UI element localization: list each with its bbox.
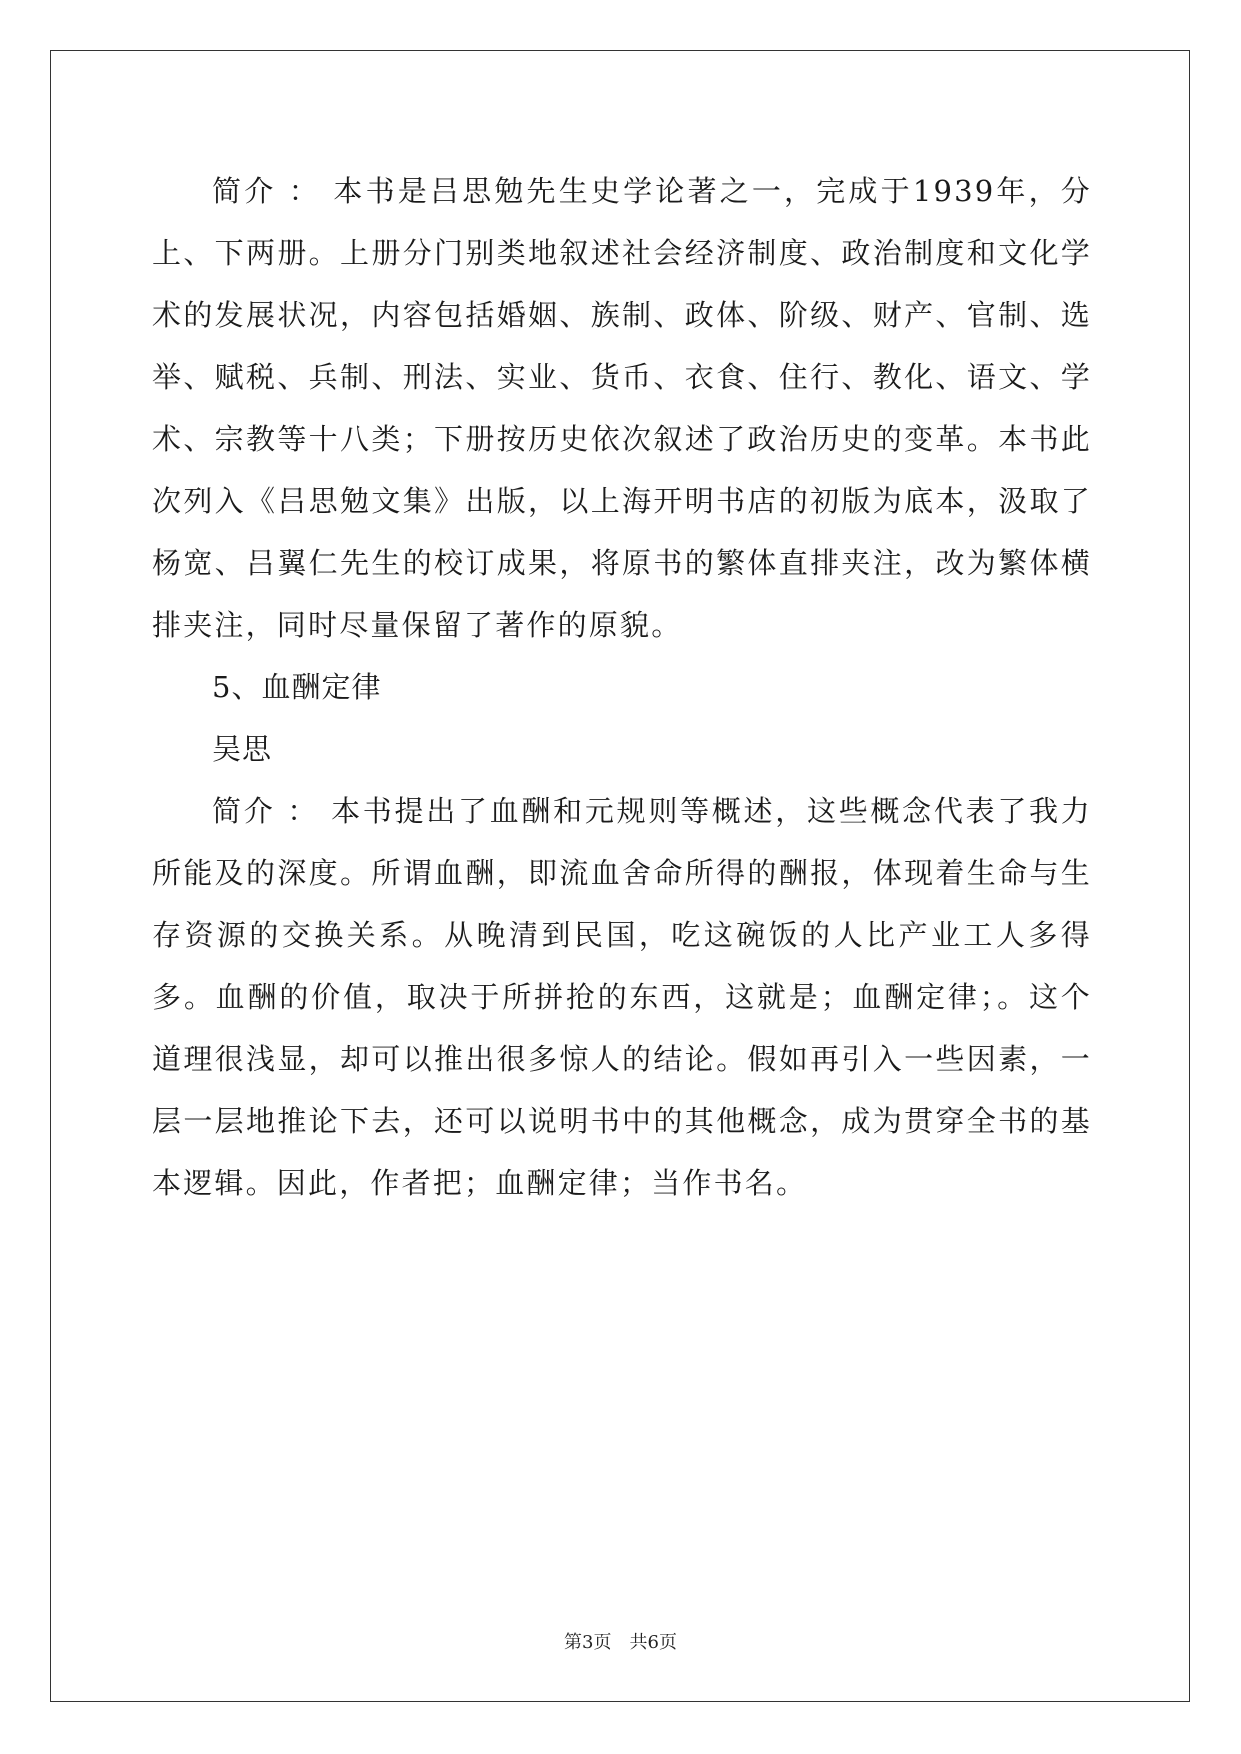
author-line: 吴思 [212,732,273,766]
document-body [152,160,1092,1214]
page-number-footer: 第3页 共6页 [564,1632,677,1653]
intro-paragraph-1: 简介 ： 本书是吕思勉先生史学论著之一，完成于1939年，分上、下两册。上册分门别类地叙述社会经济制度、政治制度和文化学术的发展状况，内容包括婚姻、族制、政体、阶级、财产、官制、选举、赋税、兵制、刑法、实业、货币、衣食、住行、教化、语文、学术、宗教等十八类；下册按历史依次叙述了政治历史的变革。本书此次列入《吕思勉文集》出版，以上海开明书店的初版为底本，汲取了杨宽、吕翼仁先生的校订成果，将原书的繁体直排夹注，改为繁体横排夹注，同时尽量保留了著作的原貌。 [152,174,1092,642]
intro-paragraph-2: 简介 ： 本书提出了血酬和元规则等概述，这些概念代表了我力所能及的深度。所谓血酬，即流血舍命所得的酬报，体现着生命与生存资源的交换关系。从晚清到民国，吃这碗饭的人比产业工人多得多。血酬的价值，取决于所拼抢的东西，这就是；血酬定律；。这个道理很浅显，却可以推出很多惊人的结论。假如再引入一些因素，一层一层地推论下去，还可以说明书中的其他概念，成为贯穿全书的基本逻辑。因此，作者把；血酬定律；当作书名。 [152,794,1092,1200]
section-heading: 5、血酬定律 [212,670,382,704]
